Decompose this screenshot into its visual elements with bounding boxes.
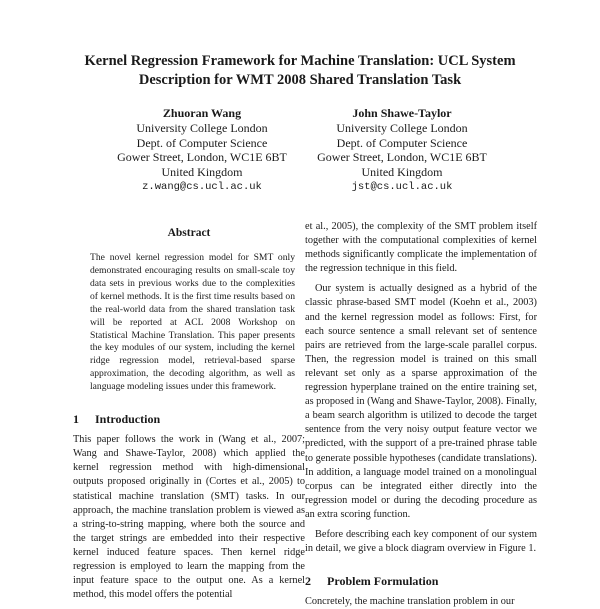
body-paragraph: Our system is actually designed as a hybrid of the classic phrase-based SMT model (Koehn et al., 2003) and the kernel regression model as follows: First, for each source sentence a small relevant set of sentence pairs are retrieved from the large-scale parallel corpus. Then, the regression model is trained on this small relevant set only as a sparse approximation of the regression hyperplane trained on the entire training set, as proposed in (Wang and Shawe-Taylor, 2008). Finally, a beam search algorithm is utilized to decode the target sentence from the very noisy output feature vector we predicted, with the support of a pre-trained phrase table to generate possible hypotheses (candidate translations). In addition, a language model trained on a monolingual corpus can be integrated either directly into the regression model or during the decoding procedure as an extra scoring function. <box>305 283 537 520</box>
author-address: Gower Street, London, WC1E 6BT <box>317 150 487 165</box>
section-heading-problem-formulation <box>305 574 537 588</box>
section-heading-introduction <box>73 412 305 426</box>
title-line-2: Description for WMT 2008 Shared Translation Task <box>138 72 462 88</box>
author-name: John Shawe-Taylor <box>352 106 452 120</box>
author-country: United Kingdom <box>161 165 243 180</box>
author-department: Dept. of Computer Science <box>136 135 268 150</box>
body-paragraph: Before describing each key component of our system in detail, we give a block diagram overview in Figure 1. <box>305 528 537 555</box>
author-country: United Kingdom <box>361 165 443 180</box>
problem-formulation-paragraph: Concretely, the machine translation problem in our <box>305 596 515 608</box>
section-title: Introduction <box>95 412 161 427</box>
section-number: 2 <box>305 574 311 589</box>
author-block-2 <box>282 106 522 195</box>
paper-title <box>60 52 540 90</box>
left-column <box>73 220 305 602</box>
author-affiliation: University College London <box>136 120 268 135</box>
author-email: z.wang@cs.ucl.ac.uk <box>142 180 262 193</box>
author-name: Zhuoran Wang <box>162 106 242 120</box>
abstract-text: The novel kernel regression model for SMT only demonstrated encouraging results on small-scale toy data sets in previous works due to the complexities of kernel methods. It is the first time results based on the real-world data from the shared translation task will be reported at ACL 2008 Workshop on Statistical Machine Translation. This paper presents the key modules of our system, including the kernel ridge regression model, retrieval-based sparse approximation, the decoding algorithm, as well as language modeling issues under this framework. <box>90 252 295 393</box>
section-title: Problem Formulation <box>327 574 439 589</box>
author-department: Dept. of Computer Science <box>336 135 468 150</box>
body-paragraph: et al., 2005), the complexity of the SMT problem itself together with the computational complexities of kernel methods significantly complicate the implementation of the regression technique in this field. <box>305 221 537 275</box>
section-number: 1 <box>73 412 79 427</box>
abstract-heading: Abstract <box>167 227 211 239</box>
author-affiliation: University College London <box>336 120 468 135</box>
title-line-1: Kernel Regression Framework for Machine Translation: UCL System <box>84 53 516 69</box>
author-address: Gower Street, London, WC1E 6BT <box>117 150 287 165</box>
introduction-paragraph: This paper follows the work in (Wang et al., 2007; Wang and Shawe-Taylor, 2008) which applied the kernel regression method with high-dimensional outputs proposed originally in (Cortes et al., 2005) to statistical machine translation (SMT) tasks. In our approach, the machine translation problem is viewed as a string-to-string mapping, where both the source and the target strings are embedded into their respective kernel induced feature spaces. Then kernel ridge regression is employed to learn the mapping from the input feature space to the output one. As a kernel method, this model offers the potential <box>73 434 305 601</box>
author-email: jst@cs.ucl.ac.uk <box>351 180 453 193</box>
right-column <box>305 220 537 609</box>
